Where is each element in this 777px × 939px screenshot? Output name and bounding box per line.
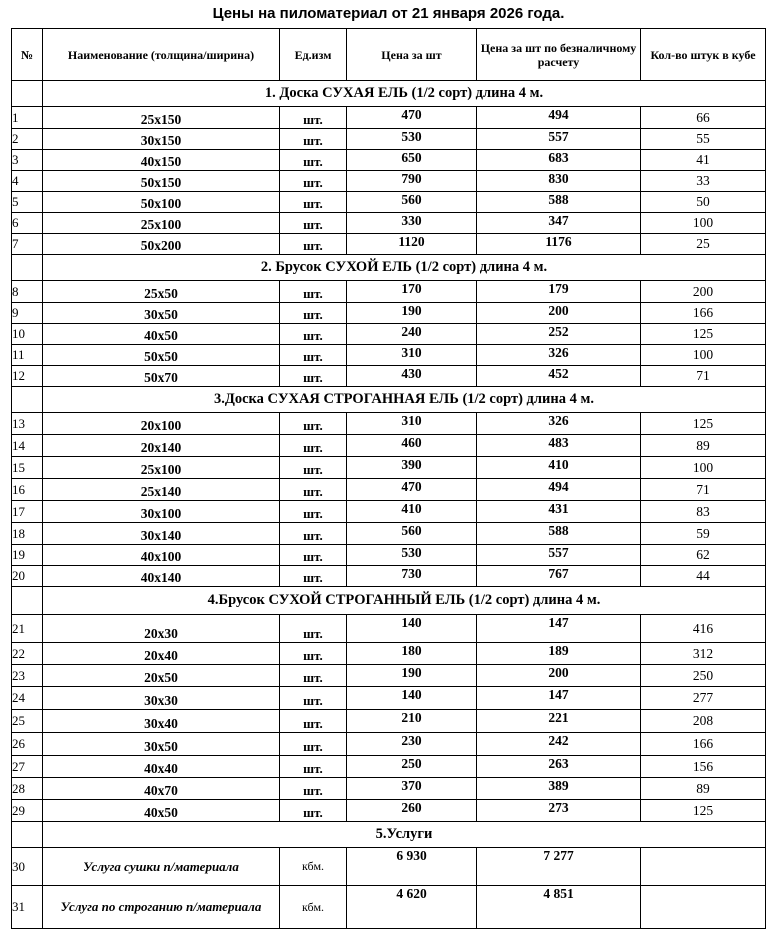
unit-cell: шт. [280, 457, 347, 479]
price-cell: 390 [347, 457, 477, 479]
price-noncash-cell: 830 [477, 171, 641, 192]
section-title: 5.Услуги [43, 822, 766, 848]
row-number: 21 [12, 615, 43, 643]
lumber-size: 40х100 [43, 545, 280, 566]
price-noncash-cell: 273 [477, 800, 641, 822]
row-number: 31 [12, 886, 43, 929]
table-row [12, 366, 766, 387]
section-num-cell [12, 81, 43, 107]
row-number: 5 [12, 192, 43, 213]
price-cell: 190 [347, 303, 477, 324]
page-title: Цены на пиломатериал от 21 января 2026 года. [212, 5, 565, 22]
price-noncash-cell: 263 [477, 756, 641, 778]
qty-per-cube-cell: 312 [641, 643, 766, 665]
unit-cell: шт. [280, 545, 347, 566]
price-noncash-cell: 483 [477, 435, 641, 457]
table-row [12, 501, 766, 523]
price-cell: 560 [347, 523, 477, 545]
price-noncash-cell: 147 [477, 615, 641, 643]
table-row [12, 107, 766, 129]
row-number: 16 [12, 479, 43, 501]
table-row [12, 523, 766, 545]
row-number: 15 [12, 457, 43, 479]
unit-cell: шт. [280, 479, 347, 501]
qty-per-cube-cell: 166 [641, 733, 766, 756]
unit-cell: шт. [280, 615, 347, 643]
header-price: Цена за шт [347, 29, 477, 81]
row-number: 11 [12, 345, 43, 366]
unit-cell: шт. [280, 107, 347, 129]
header-row [12, 29, 766, 81]
lumber-size: 30х30 [43, 687, 280, 710]
qty-per-cube-cell: 83 [641, 501, 766, 523]
header-num: № [12, 29, 43, 81]
section-title: 2. Брусок СУХОЙ ЕЛЬ (1/2 сорт) длина 4 м. [43, 255, 766, 281]
price-noncash-cell: 189 [477, 643, 641, 665]
section-title: 3.Доска СУХАЯ СТРОГАННАЯ ЕЛЬ (1/2 сорт) длина 4 м. [43, 387, 766, 413]
unit-cell: шт. [280, 192, 347, 213]
header-price-noncash: Цена за шт по безналичному расчету [477, 29, 641, 81]
qty-per-cube-cell: 166 [641, 303, 766, 324]
row-number: 19 [12, 545, 43, 566]
qty-per-cube-cell: 59 [641, 523, 766, 545]
price-cell: 140 [347, 615, 477, 643]
price-cell: 230 [347, 733, 477, 756]
price-noncash-cell: 179 [477, 281, 641, 303]
qty-per-cube-cell: 62 [641, 545, 766, 566]
qty-per-cube-cell: 44 [641, 566, 766, 587]
price-cell: 260 [347, 800, 477, 822]
price-cell: 190 [347, 665, 477, 687]
row-number: 25 [12, 710, 43, 733]
lumber-size: 50х50 [43, 345, 280, 366]
qty-per-cube-cell: 125 [641, 800, 766, 822]
unit-cell: шт. [280, 129, 347, 150]
lumber-size: 50х200 [43, 234, 280, 255]
price-noncash-cell: 221 [477, 710, 641, 733]
qty-per-cube-cell: 125 [641, 324, 766, 345]
price-noncash-cell: 347 [477, 213, 641, 234]
lumber-size: 25х100 [43, 457, 280, 479]
price-noncash-cell: 410 [477, 457, 641, 479]
qty-per-cube-cell: 277 [641, 687, 766, 710]
unit-cell: шт. [280, 213, 347, 234]
lumber-size: 20х100 [43, 413, 280, 435]
unit-cell: шт. [280, 643, 347, 665]
table-row [12, 192, 766, 213]
price-cell: 1120 [347, 234, 477, 255]
price-noncash-cell: 252 [477, 324, 641, 345]
price-cell: 430 [347, 366, 477, 387]
lumber-size: 20х40 [43, 643, 280, 665]
qty-per-cube-cell: 125 [641, 413, 766, 435]
qty-per-cube-cell: 50 [641, 192, 766, 213]
price-noncash-cell: 588 [477, 523, 641, 545]
unit-cell: шт. [280, 303, 347, 324]
price-cell: 650 [347, 150, 477, 171]
row-number: 8 [12, 281, 43, 303]
qty-per-cube-cell: 41 [641, 150, 766, 171]
unit-cell: шт. [280, 150, 347, 171]
price-table [11, 28, 766, 929]
price-cell: 240 [347, 324, 477, 345]
table-row [12, 665, 766, 687]
table-row [12, 345, 766, 366]
price-cell: 250 [347, 756, 477, 778]
table-row [12, 413, 766, 435]
section-num-cell [12, 822, 43, 848]
table-row [12, 545, 766, 566]
price-cell: 370 [347, 778, 477, 800]
row-number: 3 [12, 150, 43, 171]
table-row [12, 150, 766, 171]
price-noncash-cell: 4 851 [477, 886, 641, 929]
unit-cell: шт. [280, 687, 347, 710]
qty-per-cube-cell: 89 [641, 778, 766, 800]
lumber-size: 40х70 [43, 778, 280, 800]
qty-per-cube-cell: 33 [641, 171, 766, 192]
lumber-size: 40х150 [43, 150, 280, 171]
lumber-size: 25х150 [43, 107, 280, 129]
price-cell: 470 [347, 479, 477, 501]
lumber-size: 30х50 [43, 303, 280, 324]
price-noncash-cell: 147 [477, 687, 641, 710]
row-number: 27 [12, 756, 43, 778]
table-row [12, 324, 766, 345]
qty-per-cube-cell: 100 [641, 213, 766, 234]
qty-per-cube-cell: 200 [641, 281, 766, 303]
lumber-size: 20х30 [43, 615, 280, 643]
section-header-row [12, 387, 766, 413]
row-number: 17 [12, 501, 43, 523]
table-row [12, 800, 766, 822]
qty-per-cube-cell: 100 [641, 345, 766, 366]
price-table-body [12, 81, 766, 929]
header-name: Наименование (толщина/ширина) [43, 29, 280, 81]
lumber-size: 30х40 [43, 710, 280, 733]
row-number: 30 [12, 848, 43, 886]
price-cell: 530 [347, 129, 477, 150]
price-noncash-cell: 683 [477, 150, 641, 171]
row-number: 9 [12, 303, 43, 324]
qty-per-cube-cell [641, 848, 766, 886]
qty-per-cube-cell: 71 [641, 366, 766, 387]
qty-per-cube-cell: 25 [641, 234, 766, 255]
table-row [12, 566, 766, 587]
service-name: Услуга сушки п/материала [43, 848, 280, 886]
row-number: 7 [12, 234, 43, 255]
price-noncash-cell: 200 [477, 303, 641, 324]
qty-per-cube-cell: 208 [641, 710, 766, 733]
lumber-size: 25х100 [43, 213, 280, 234]
section-header-row [12, 587, 766, 615]
unit-cell: кбм. [280, 848, 347, 886]
row-number: 1 [12, 107, 43, 129]
qty-per-cube-cell: 55 [641, 129, 766, 150]
lumber-size: 30х150 [43, 129, 280, 150]
lumber-size: 25х50 [43, 281, 280, 303]
table-row [12, 778, 766, 800]
price-noncash-cell: 494 [477, 107, 641, 129]
unit-cell: шт. [280, 800, 347, 822]
qty-per-cube-cell: 71 [641, 479, 766, 501]
table-row [12, 733, 766, 756]
unit-cell: шт. [280, 566, 347, 587]
table-row [12, 643, 766, 665]
unit-cell: шт. [280, 665, 347, 687]
table-row [12, 479, 766, 501]
lumber-size: 20х140 [43, 435, 280, 457]
table-row [12, 281, 766, 303]
section-title: 4.Брусок СУХОЙ СТРОГАННЫЙ ЕЛЬ (1/2 сорт) длина 4 м. [43, 587, 766, 615]
table-row [12, 234, 766, 255]
qty-per-cube-cell: 156 [641, 756, 766, 778]
qty-per-cube-cell: 100 [641, 457, 766, 479]
row-number: 23 [12, 665, 43, 687]
unit-cell: шт. [280, 710, 347, 733]
unit-cell: шт. [280, 171, 347, 192]
row-number: 14 [12, 435, 43, 457]
table-row [12, 435, 766, 457]
unit-cell: шт. [280, 281, 347, 303]
section-num-cell [12, 255, 43, 281]
price-noncash-cell: 494 [477, 479, 641, 501]
price-noncash-cell: 200 [477, 665, 641, 687]
table-row [12, 171, 766, 192]
table-row [12, 756, 766, 778]
unit-cell: шт. [280, 501, 347, 523]
lumber-size: 40х140 [43, 566, 280, 587]
lumber-size: 30х50 [43, 733, 280, 756]
service-name: Услуга по строганию п/материала [43, 886, 280, 929]
price-cell: 330 [347, 213, 477, 234]
price-cell: 530 [347, 545, 477, 566]
row-number: 18 [12, 523, 43, 545]
lumber-size: 40х50 [43, 800, 280, 822]
lumber-size: 25х140 [43, 479, 280, 501]
qty-per-cube-cell: 89 [641, 435, 766, 457]
table-row [12, 687, 766, 710]
price-cell: 6 930 [347, 848, 477, 886]
unit-cell: шт. [280, 733, 347, 756]
lumber-size: 40х50 [43, 324, 280, 345]
row-number: 2 [12, 129, 43, 150]
price-noncash-cell: 557 [477, 545, 641, 566]
price-cell: 140 [347, 687, 477, 710]
service-row [12, 848, 766, 886]
price-cell: 470 [347, 107, 477, 129]
price-noncash-cell: 588 [477, 192, 641, 213]
table-row [12, 457, 766, 479]
row-number: 24 [12, 687, 43, 710]
price-cell: 310 [347, 345, 477, 366]
price-noncash-cell: 767 [477, 566, 641, 587]
row-number: 10 [12, 324, 43, 345]
price-cell: 210 [347, 710, 477, 733]
lumber-size: 30х100 [43, 501, 280, 523]
lumber-size: 30х140 [43, 523, 280, 545]
price-cell: 410 [347, 501, 477, 523]
unit-cell: шт. [280, 413, 347, 435]
table-row [12, 615, 766, 643]
unit-cell: шт. [280, 234, 347, 255]
header-unit: Ед.изм [280, 29, 347, 81]
row-number: 20 [12, 566, 43, 587]
unit-cell: шт. [280, 523, 347, 545]
section-num-cell [12, 387, 43, 413]
unit-cell: кбм. [280, 886, 347, 929]
qty-per-cube-cell [641, 886, 766, 929]
price-noncash-cell: 431 [477, 501, 641, 523]
section-header-row [12, 255, 766, 281]
qty-per-cube-cell: 66 [641, 107, 766, 129]
price-cell: 730 [347, 566, 477, 587]
price-cell: 460 [347, 435, 477, 457]
lumber-size: 50х150 [43, 171, 280, 192]
lumber-size: 50х70 [43, 366, 280, 387]
unit-cell: шт. [280, 324, 347, 345]
table-row [12, 213, 766, 234]
unit-cell: шт. [280, 366, 347, 387]
price-noncash-cell: 242 [477, 733, 641, 756]
unit-cell: шт. [280, 345, 347, 366]
price-noncash-cell: 326 [477, 345, 641, 366]
price-cell: 180 [347, 643, 477, 665]
qty-per-cube-cell: 250 [641, 665, 766, 687]
row-number: 4 [12, 171, 43, 192]
price-cell: 310 [347, 413, 477, 435]
price-noncash-cell: 452 [477, 366, 641, 387]
price-noncash-cell: 557 [477, 129, 641, 150]
price-cell: 4 620 [347, 886, 477, 929]
section-title: 1. Доска СУХАЯ ЕЛЬ (1/2 сорт) длина 4 м. [43, 81, 766, 107]
unit-cell: шт. [280, 435, 347, 457]
row-number: 26 [12, 733, 43, 756]
section-num-cell [12, 587, 43, 615]
price-noncash-cell: 1176 [477, 234, 641, 255]
price-noncash-cell: 389 [477, 778, 641, 800]
service-row [12, 886, 766, 929]
table-row [12, 710, 766, 733]
section-header-row [12, 822, 766, 848]
row-number: 29 [12, 800, 43, 822]
price-noncash-cell: 7 277 [477, 848, 641, 886]
lumber-size: 20х50 [43, 665, 280, 687]
row-number: 13 [12, 413, 43, 435]
price-cell: 170 [347, 281, 477, 303]
table-row [12, 129, 766, 150]
lumber-size: 40х40 [43, 756, 280, 778]
row-number: 6 [12, 213, 43, 234]
unit-cell: шт. [280, 778, 347, 800]
unit-cell: шт. [280, 756, 347, 778]
price-cell: 560 [347, 192, 477, 213]
section-header-row [12, 81, 766, 107]
table-row [12, 303, 766, 324]
price-cell: 790 [347, 171, 477, 192]
header-qty-per-cube: Кол-во штук в кубе [641, 29, 766, 81]
qty-per-cube-cell: 416 [641, 615, 766, 643]
lumber-size: 50х100 [43, 192, 280, 213]
row-number: 12 [12, 366, 43, 387]
row-number: 22 [12, 643, 43, 665]
row-number: 28 [12, 778, 43, 800]
price-noncash-cell: 326 [477, 413, 641, 435]
